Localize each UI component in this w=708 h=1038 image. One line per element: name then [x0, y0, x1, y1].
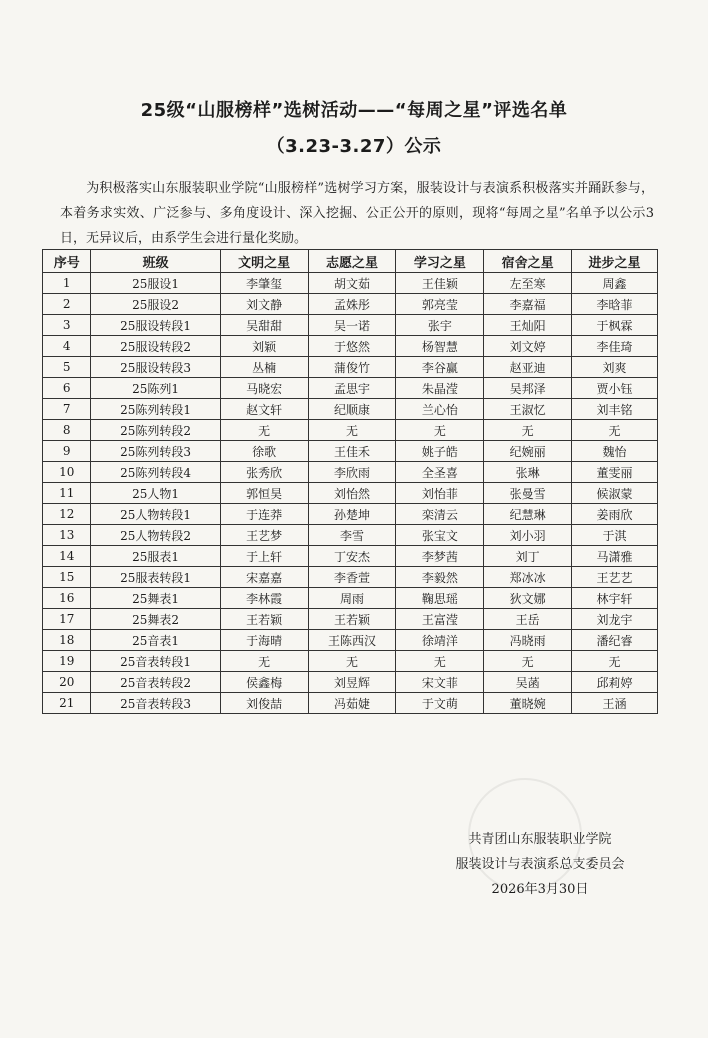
table-cell: 姚子皓	[396, 441, 484, 462]
table-cell: 徐歌	[220, 441, 308, 462]
table-cell: 孟姝彤	[308, 294, 396, 315]
table-cell: 刘丁	[484, 546, 572, 567]
table-cell: 李林霞	[220, 588, 308, 609]
table-cell: 无	[484, 420, 572, 441]
table-cell: 全圣喜	[396, 462, 484, 483]
table-cell: 刘文静	[220, 294, 308, 315]
table-cell: 无	[396, 420, 484, 441]
table-cell: 16	[43, 588, 91, 609]
table-cell: 无	[484, 651, 572, 672]
table-row	[43, 294, 658, 315]
table-cell: 徐靖洋	[396, 630, 484, 651]
table-cell: 林宇轩	[572, 588, 658, 609]
table-cell: 1	[43, 273, 91, 294]
table-cell: 20	[43, 672, 91, 693]
table-cell: 7	[43, 399, 91, 420]
table-cell: 无	[308, 420, 396, 441]
table-cell: 李肇玺	[220, 273, 308, 294]
table-cell: 邱莉婷	[572, 672, 658, 693]
table-cell: 李晗菲	[572, 294, 658, 315]
table-cell: 11	[43, 483, 91, 504]
table-cell: 吴菡	[484, 672, 572, 693]
table-cell: 宋嘉嘉	[220, 567, 308, 588]
table-row	[43, 609, 658, 630]
table-cell: 候淑蒙	[572, 483, 658, 504]
table-cell: 10	[43, 462, 91, 483]
table-cell: 胡文茹	[308, 273, 396, 294]
table-cell: 冯茹婕	[308, 693, 396, 714]
table-cell: 无	[308, 651, 396, 672]
table-cell: 丁安杰	[308, 546, 396, 567]
table-cell: 刘颖	[220, 336, 308, 357]
header-cell: 班级	[91, 250, 220, 273]
signature-committee: 服装设计与表演系总支委员会	[455, 857, 625, 872]
table-cell: 吴一诺	[308, 315, 396, 336]
header-cell: 文明之星	[220, 250, 308, 273]
table-cell: 25服设转段2	[91, 336, 220, 357]
table-cell: 蒲俊竹	[308, 357, 396, 378]
table-row	[43, 420, 658, 441]
table-row	[43, 357, 658, 378]
table-cell: 李佳琦	[572, 336, 658, 357]
table-cell: 刘小羽	[484, 525, 572, 546]
table-cell: 3	[43, 315, 91, 336]
table-cell: 纪婉丽	[484, 441, 572, 462]
table-cell: 无	[396, 651, 484, 672]
table-row	[43, 399, 658, 420]
table-cell: 兰心怡	[396, 399, 484, 420]
table-row	[43, 336, 658, 357]
table-cell: 马晓宏	[220, 378, 308, 399]
table-cell: 刘怡然	[308, 483, 396, 504]
document-title: 25级“山服榜样”选树活动——“每周之星”评选名单	[140, 100, 568, 121]
stars-table	[42, 249, 658, 714]
table-cell: 李毅然	[396, 567, 484, 588]
table-cell: 魏怡	[572, 441, 658, 462]
table-cell: 郭亮莹	[396, 294, 484, 315]
table-cell: 王岳	[484, 609, 572, 630]
table-cell: 王若颖	[220, 609, 308, 630]
header-cell: 学习之星	[396, 250, 484, 273]
table-cell: 25服表1	[91, 546, 220, 567]
intro-text: 为积极落实山东服装职业学院“山服榜样”选树学习方案，服装设计与表演系积极落实并踊跃参与，本着务求实效、广泛参与、多角度设计、深入挖掘、公正公开的原则，现将“每周之星”名单予以公示3日，无异议后，由系学生会进行量化奖励。	[60, 181, 654, 246]
table-cell: 18	[43, 630, 91, 651]
table-cell: 丛楠	[220, 357, 308, 378]
table-cell: 无	[220, 651, 308, 672]
table-cell: 狄文娜	[484, 588, 572, 609]
table-cell: 王陈西汉	[308, 630, 396, 651]
table-row	[43, 567, 658, 588]
table-cell: 李嘉福	[484, 294, 572, 315]
table-cell: 于上轩	[220, 546, 308, 567]
table-cell: 张秀欣	[220, 462, 308, 483]
table-cell: 孟思宇	[308, 378, 396, 399]
table-cell: 王淑忆	[484, 399, 572, 420]
table-cell: 鞠思瑶	[396, 588, 484, 609]
table-cell: 张曼雪	[484, 483, 572, 504]
table-cell: 王涵	[572, 693, 658, 714]
table-cell: 13	[43, 525, 91, 546]
table-cell: 25陈列转段4	[91, 462, 220, 483]
table-cell: 17	[43, 609, 91, 630]
table-cell: 宋文菲	[396, 672, 484, 693]
header-cell: 进步之星	[572, 250, 658, 273]
table-cell: 郑冰冰	[484, 567, 572, 588]
table-cell: 王艺艺	[572, 567, 658, 588]
table-cell: 25服设1	[91, 273, 220, 294]
table-cell: 王富滢	[396, 609, 484, 630]
table-cell: 李梦茜	[396, 546, 484, 567]
table-cell: 25音表1	[91, 630, 220, 651]
table-cell: 于枫霖	[572, 315, 658, 336]
header-cell: 宿舍之星	[484, 250, 572, 273]
table-row	[43, 462, 658, 483]
document-subtitle: （3.23-3.27）公示	[266, 136, 442, 157]
table-cell: 于海晴	[220, 630, 308, 651]
intro-paragraph	[60, 176, 654, 251]
table-cell: 马潇雅	[572, 546, 658, 567]
table-cell: 25音表转段2	[91, 672, 220, 693]
table-cell: 无	[220, 420, 308, 441]
table-cell: 25服设2	[91, 294, 220, 315]
table-cell: 吴邦泽	[484, 378, 572, 399]
table-row	[43, 651, 658, 672]
table-cell: 郭恒昊	[220, 483, 308, 504]
table-cell: 刘文婷	[484, 336, 572, 357]
table-cell: 栾清云	[396, 504, 484, 525]
signature-org: 共青团山东服装职业学院	[468, 832, 612, 847]
table-cell: 李香萱	[308, 567, 396, 588]
table-cell: 朱晶滢	[396, 378, 484, 399]
table-cell: 刘丰铭	[572, 399, 658, 420]
table-cell: 孙楚坤	[308, 504, 396, 525]
table-cell: 王灿阳	[484, 315, 572, 336]
table-cell: 4	[43, 336, 91, 357]
table-cell: 6	[43, 378, 91, 399]
table-cell: 25陈列1	[91, 378, 220, 399]
table-cell: 于淇	[572, 525, 658, 546]
table-cell: 李雪	[308, 525, 396, 546]
table-cell: 25人物转段2	[91, 525, 220, 546]
table-cell: 贾小钰	[572, 378, 658, 399]
table-cell: 19	[43, 651, 91, 672]
table-cell: 姜雨欣	[572, 504, 658, 525]
table-row	[43, 630, 658, 651]
table-cell: 25陈列转段3	[91, 441, 220, 462]
table-cell: 25舞表1	[91, 588, 220, 609]
table-cell: 董雯丽	[572, 462, 658, 483]
table-cell: 王若颖	[308, 609, 396, 630]
table-row	[43, 273, 658, 294]
header-cell: 序号	[43, 250, 91, 273]
table-cell: 无	[572, 651, 658, 672]
table-cell: 刘昱辉	[308, 672, 396, 693]
signature-date: 2026年3月30日	[491, 882, 589, 897]
table-cell: 21	[43, 693, 91, 714]
table-cell: 14	[43, 546, 91, 567]
table-cell: 李欣雨	[308, 462, 396, 483]
table-cell: 8	[43, 420, 91, 441]
table-cell: 张宝文	[396, 525, 484, 546]
table-cell: 刘龙宇	[572, 609, 658, 630]
table-cell: 25陈列转段1	[91, 399, 220, 420]
table-cell: 于文萌	[396, 693, 484, 714]
table-cell: 李谷赢	[396, 357, 484, 378]
table-cell: 左至寒	[484, 273, 572, 294]
table-cell: 25人物转段1	[91, 504, 220, 525]
table-row	[43, 378, 658, 399]
table-cell: 王艺梦	[220, 525, 308, 546]
table-row	[43, 672, 658, 693]
table-cell: 25陈列转段2	[91, 420, 220, 441]
table-cell: 王佳禾	[308, 441, 396, 462]
table-row	[43, 441, 658, 462]
table-row	[43, 693, 658, 714]
table-cell: 25音表转段3	[91, 693, 220, 714]
table-cell: 张琳	[484, 462, 572, 483]
table-cell: 潘纪睿	[572, 630, 658, 651]
table-cell: 刘俊喆	[220, 693, 308, 714]
table-cell: 张宇	[396, 315, 484, 336]
table-cell: 周雨	[308, 588, 396, 609]
table-body	[43, 273, 658, 714]
table-cell: 刘怡菲	[396, 483, 484, 504]
table-cell: 董晓婉	[484, 693, 572, 714]
table-cell: 赵亚迪	[484, 357, 572, 378]
header-cell: 志愿之星	[308, 250, 396, 273]
table-cell: 无	[572, 420, 658, 441]
table-cell: 杨智慧	[396, 336, 484, 357]
table-header-row	[43, 250, 658, 273]
table-cell: 赵文轩	[220, 399, 308, 420]
table-cell: 25服设转段3	[91, 357, 220, 378]
table-row	[43, 483, 658, 504]
table-cell: 15	[43, 567, 91, 588]
table-cell: 5	[43, 357, 91, 378]
table-cell: 25服设转段1	[91, 315, 220, 336]
table-cell: 9	[43, 441, 91, 462]
table-row	[43, 588, 658, 609]
table-cell: 25舞表2	[91, 609, 220, 630]
table-cell: 刘爽	[572, 357, 658, 378]
table-cell: 侯鑫梅	[220, 672, 308, 693]
table-cell: 于连莽	[220, 504, 308, 525]
table-cell: 王佳颖	[396, 273, 484, 294]
table-cell: 25音表转段1	[91, 651, 220, 672]
table-row	[43, 504, 658, 525]
table-cell: 冯晓雨	[484, 630, 572, 651]
table-cell: 纪慧琳	[484, 504, 572, 525]
table-cell: 纪顺康	[308, 399, 396, 420]
table-cell: 25服表转段1	[91, 567, 220, 588]
table-cell: 于悠然	[308, 336, 396, 357]
table-cell: 25人物1	[91, 483, 220, 504]
table-cell: 2	[43, 294, 91, 315]
table-row	[43, 546, 658, 567]
table-row	[43, 525, 658, 546]
table-cell: 吴甜甜	[220, 315, 308, 336]
table-cell: 周鑫	[572, 273, 658, 294]
table-row	[43, 315, 658, 336]
table-cell: 12	[43, 504, 91, 525]
